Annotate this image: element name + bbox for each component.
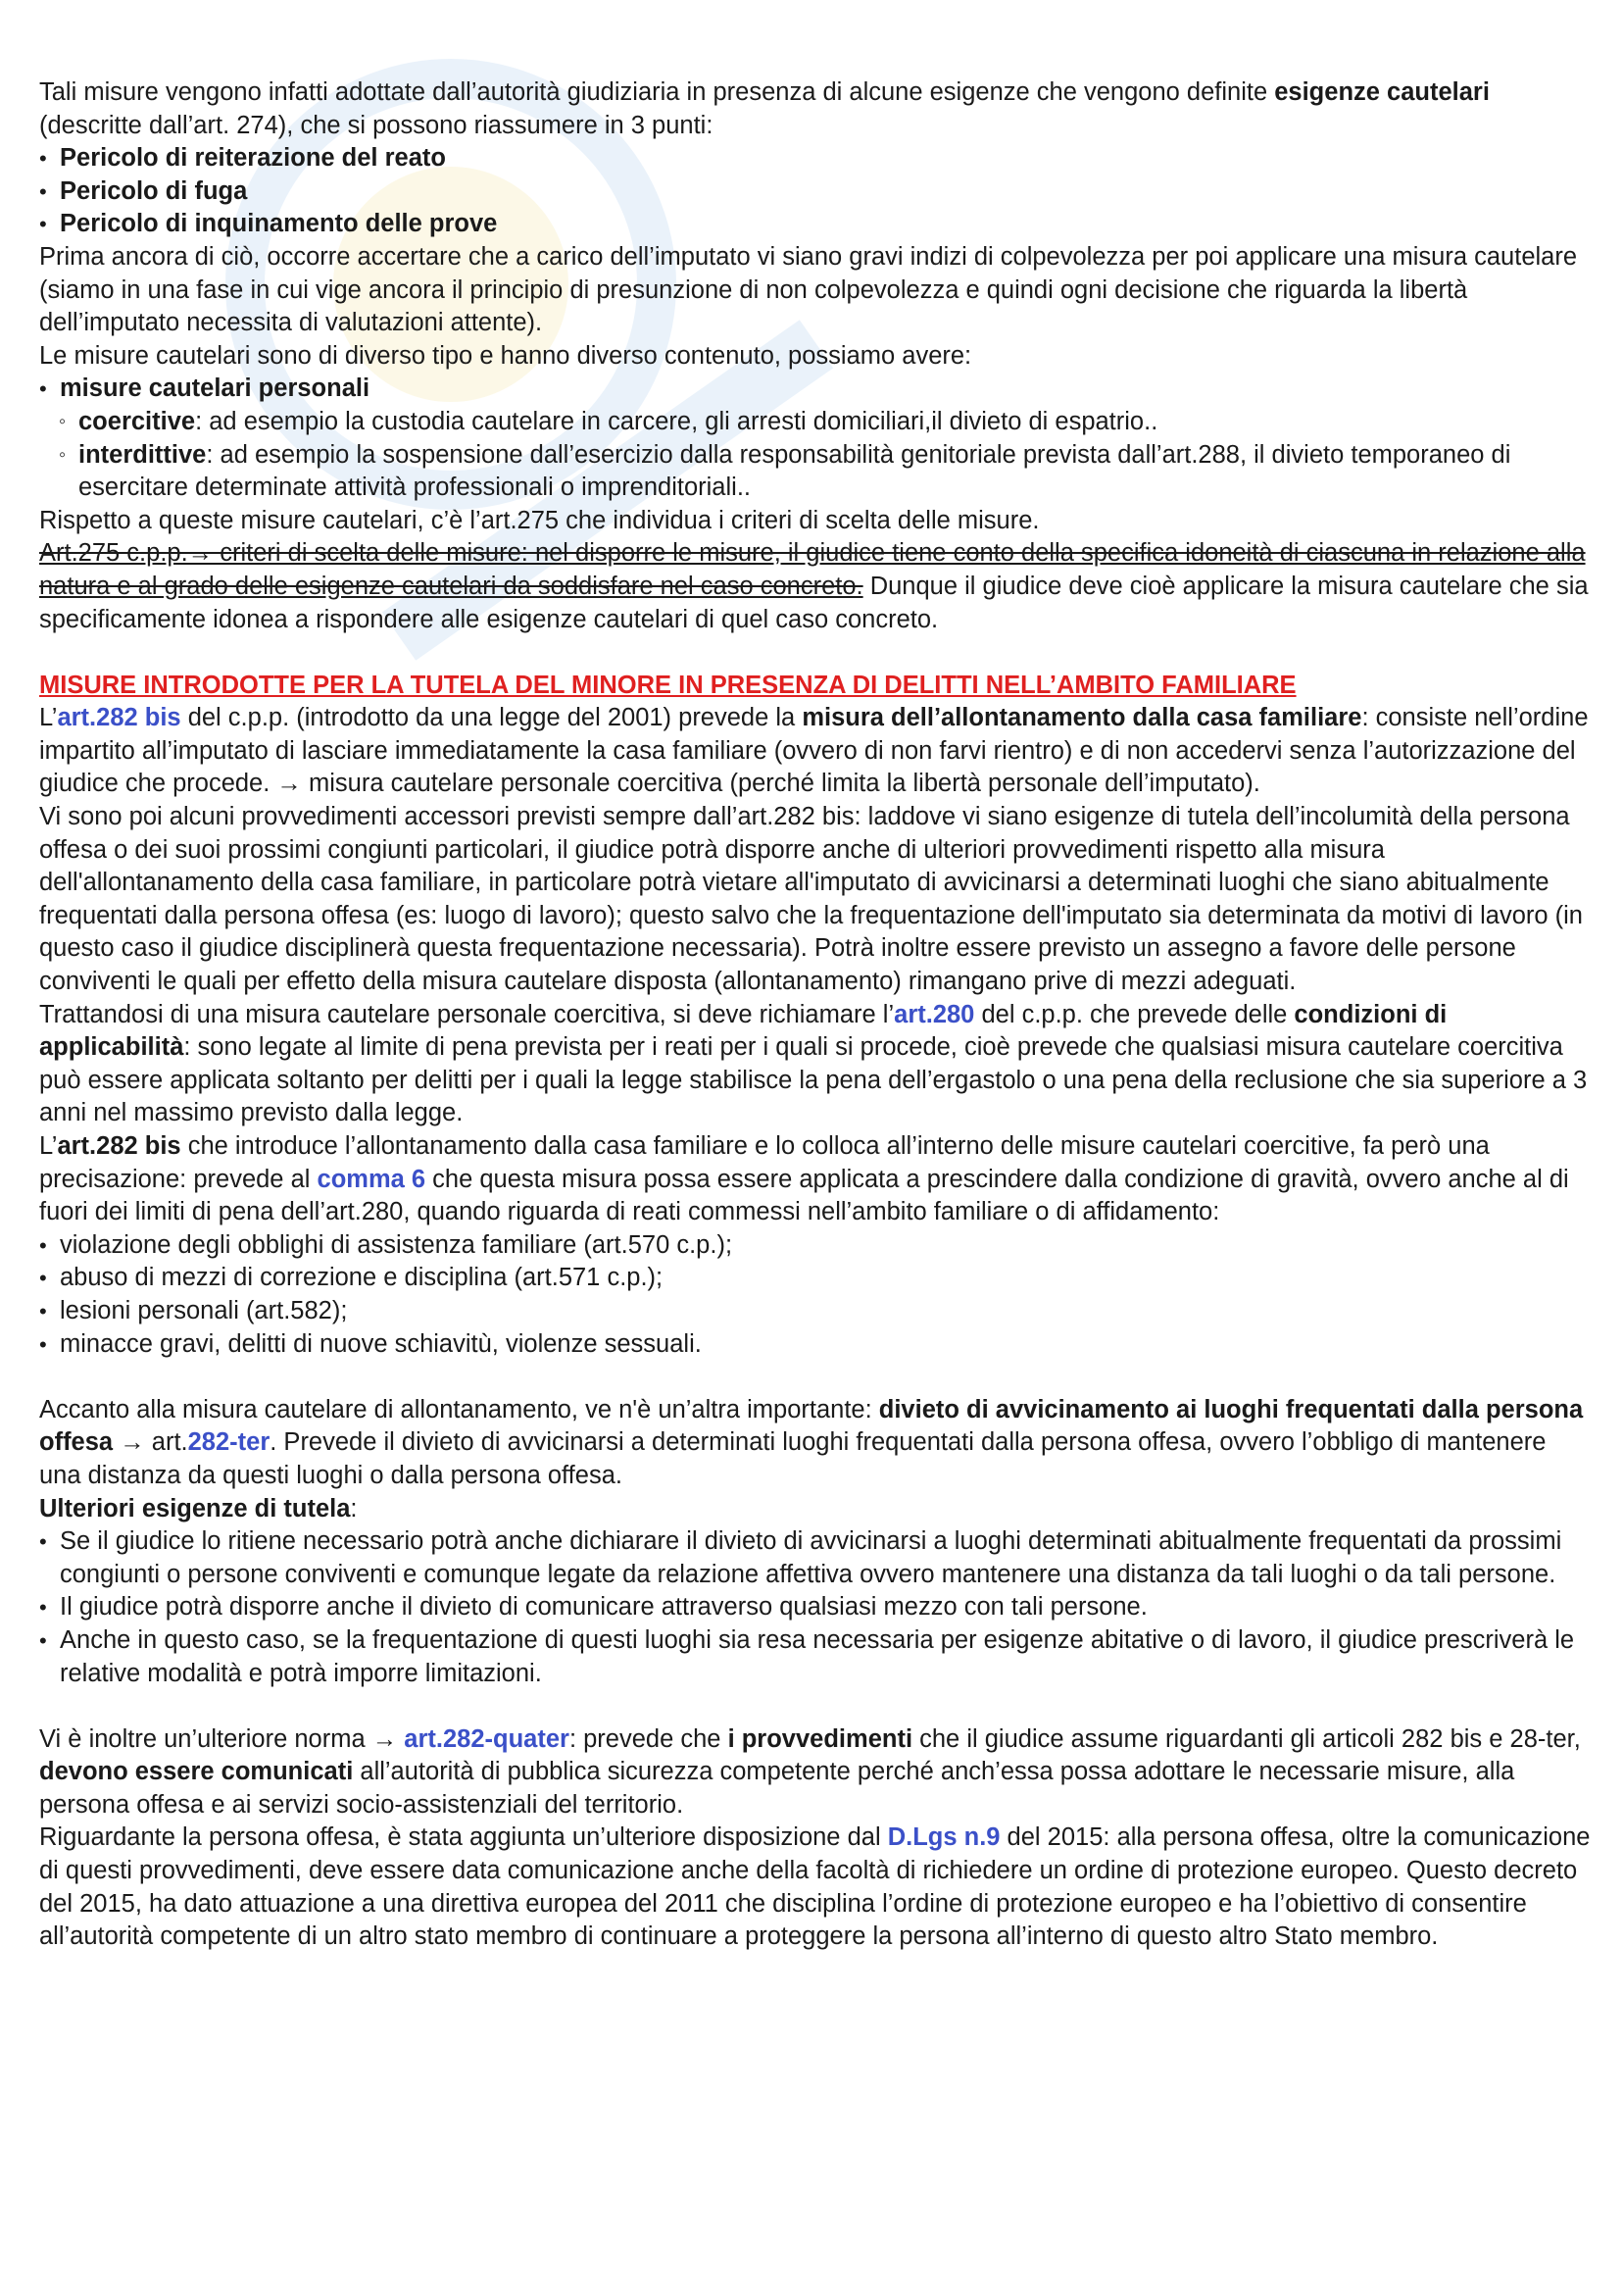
list-item: • Se il giudice lo ritiene necessario potrà anche dichiarare il divieto di avvicinarsi a luoghi determinati abitualmente frequentati da prossimi congiunti o persone conviventi e comunque legate da relazione affettiva ovvero mantenere una distanza da tali luoghi o da tali persone.	[39, 1525, 1593, 1591]
dlgs-9-link[interactable]: D.Lgs n.9	[887, 1823, 1001, 1852]
paragraph-ulteriori-label: Ulteriori esigenze di tutela:	[39, 1494, 358, 1522]
list-item: ◦ coercitive: ad esempio la custodia cautelare in carcere, gli arresti domiciliari,il divieto di espatrio..	[39, 406, 1593, 439]
misure-list	[39, 373, 1593, 504]
paragraph-tipi: Le misure cautelari sono di diverso tipo e hanno diverso contenuto, possiamo avere:	[39, 341, 972, 370]
paragraph-282bis: L’art.282 bis del c.p.p. (introdotto da una legge del 2001) prevede la misura dell’allontanamento dalla casa familiare: consiste nell’ordine impartito all’imputato di lasciare immediatamente la casa familiare (ovvero di non farvi rientro) e di non accedervi senza l’autorizzazione del giudice che procede. → misura cautelare personale coercitiva (perché limita la libertà personale dell’imputato).	[39, 704, 1589, 798]
esigenze-list	[39, 142, 1593, 241]
misure-sublist	[39, 406, 1593, 505]
reati-list	[39, 1229, 1593, 1361]
paragraph-dlgs9: Riguardante la persona offesa, è stata aggiunta un’ulteriore disposizione dal D.Lgs n.9 del 2015: alla persona offesa, oltre la comunicazione di questi provvedimenti, deve essere data comunicazione anche della facoltà di richiedere un ordine di protezione europeo. Questo decreto del 2015, ha dato attuazione a una direttiva europea del 2011 che disciplina l’ordine di protezione europeo e ha l’obiettivo di consentire all’autorità competente di un altro stato membro di continuare a proteggere la persona all’interno di questo altro Stato membro.	[39, 1823, 1591, 1951]
paragraph-282quater: Vi è inoltre un’ulteriore norma → art.282-quater: prevede che i provvedimenti che il giudice assume riguardanti gli articoli 282 bis e 28-ter, devono essere comunicati all’autorità di pubblica sicurezza competente perché anch’essa possa adottare le necessarie misure, alla persona offesa e ai servizi socio-assistenziali del territorio.	[39, 1724, 1581, 1819]
paragraph-comma6: L’art.282 bis che introduce l’allontanamento dalla casa familiare e lo colloca all’interno delle misure cautelari coercitive, fa però una precisazione: prevede al comma 6 che questa misura possa essere applicata a prescindere dalla condizione di gravità, ovvero anche al di fuori dei limiti di pena dell’art.280, quando riguarda di reati commessi nell’ambito familiare o di affidamento:	[39, 1132, 1569, 1226]
art-282quater-link[interactable]: art.282-quater	[404, 1724, 569, 1753]
paragraph-criteri: Art.275 c.p.p.→ criteri di scelta delle misure: nel disporre le misure, il giudice tiene conto della specifica idoneità di ciascuna in relazione alla natura e al grado delle esigenze cautelari da soddisfare nel caso concreto. Dunque il giudice deve cioè applicare la misura cautelare che sia specificamente idonea a rispondere alle esigenze cautelari di quel caso concreto.	[39, 539, 1589, 633]
list-item: • Pericolo di fuga	[39, 175, 1593, 209]
art-282ter-link[interactable]: 282-ter	[187, 1428, 270, 1457]
paragraph-indizi: Prima ancora di ciò, occorre accertare che a carico dell’imputato vi siano gravi indizi di colpevolezza per poi applicare una misura cautelare (siamo in una fase in cui vige ancora il principio di presunzione di non colpevolezza e quindi ogni decisione che riguarda la libertà dell’imputato necessita di valutazioni attente).	[39, 242, 1578, 337]
list-item: ◦ interdittive: ad esempio la sospensione dall’esercizio dalla responsabilità genitoriale prevista dall’art.288, il divieto temporaneo di esercitare determinate attività professionali o imprenditoriali..	[39, 439, 1593, 505]
list-item: • Pericolo di inquinamento delle prove	[39, 208, 1593, 241]
list-item: • Il giudice potrà disporre anche il divieto di comunicare attraverso qualsiasi mezzo con tali persone.	[39, 1591, 1593, 1624]
list-item: • misure cautelari personali ◦ coercitive: ad esempio la custodia cautelare in carcere, gli arresti domiciliari,il divieto di espatrio.. ◦ interdittive: ad esempio la sospensione dall’esercizio dalla responsabilità genitoriale prevista dall’art.288, il divieto temporaneo di esercitare determinate attività professionali o imprenditoriali..	[39, 373, 1593, 504]
list-item: • abuso di mezzi di correzione e disciplina (art.571 c.p.);	[39, 1262, 1593, 1295]
document-page	[39, 76, 1593, 1954]
list-item: • violazione degli obblighi di assistenza familiare (art.570 c.p.);	[39, 1229, 1593, 1263]
list-item: • Anche in questo caso, se la frequentazione di questi luoghi sia resa necessaria per esigenze abitative o di lavoro, il giudice prescriverà le relative modalità e potrà imporre limitazioni.	[39, 1624, 1593, 1690]
list-item: • lesioni personali (art.582);	[39, 1295, 1593, 1328]
section-heading: MISURE INTRODOTTE PER LA TUTELA DEL MINORE IN PRESENZA DI DELITTI NELL’AMBITO FAMILIARE	[39, 671, 1297, 699]
paragraph-art280: Trattandosi di una misura cautelare personale coercitiva, si deve richiamare l’art.280 del c.p.p. che prevede delle condizioni di applicabilità: sono legate al limite di pena prevista per i reati per i quali si procede, cioè prevede che qualsiasi misura cautelare coercitiva può essere applicata soltanto per delitti per i quali la legge stabilisce la pena dell’ergastolo o una pena della reclusione che sia superiore a 3 anni nel massimo previsto dalla legge.	[39, 1000, 1588, 1127]
list-item: • Pericolo di reiterazione del reato	[39, 142, 1593, 175]
list-item: • minacce gravi, delitti di nuove schiavitù, violenze sessuali.	[39, 1328, 1593, 1362]
paragraph-282ter: Accanto alla misura cautelare di allontanamento, ve n'è un’altra importante: divieto di avvicinamento ai luoghi frequentati dalla persona offesa → art.282-ter. Prevede il divieto di avvicinarsi a determinati luoghi frequentati dalla persona offesa, ovvero l’obbligo di mantenere una distanza da questi luoghi o dalla persona offesa.	[39, 1395, 1584, 1489]
art-282bis-link[interactable]: art.282 bis	[57, 704, 181, 732]
ulteriori-list	[39, 1525, 1593, 1690]
paragraph-provvedimenti-accessori: Vi sono poi alcuni provvedimenti accessori previsti sempre dall’art.282 bis: laddove vi siano esigenze di tutela dell’incolumità della persona offesa o dei suoi prossimi congiunti particolari, il giudice potrà disporre anche di ulteriori provvedimenti rispetto alla misura dell'allontanamento della casa familiare, in particolare potrà vietare all'imputato di avvicinarsi a determinati luoghi che siano abitualmente frequentati dalla persona offesa (es: luogo di lavoro); questo salvo che la frequentazione dell'imputato sia determinata da motivi di lavoro (in questo caso il giudice disciplinerà questa frequentazione necessaria). Potrà inoltre essere previsto un assegno a favore delle persone conviventi le quali per effetto della misura cautelare disposta (allontanamento) rimangano prive di mezzi adeguati.	[39, 803, 1583, 996]
comma-6-link[interactable]: comma 6	[317, 1165, 426, 1193]
paragraph-art275: Rispetto a queste misure cautelari, c’è l’art.275 che individua i criteri di scelta delle misure.	[39, 506, 1040, 534]
paragraph-esigenze: Tali misure vengono infatti adottate dall’autorità giudiziaria in presenza di alcune esigenze che vengono definite esigenze cautelari (descritte dall’art. 274), che si possono riassumere in 3 punti:	[39, 78, 1490, 139]
art-280-link[interactable]: art.280	[894, 1000, 975, 1028]
